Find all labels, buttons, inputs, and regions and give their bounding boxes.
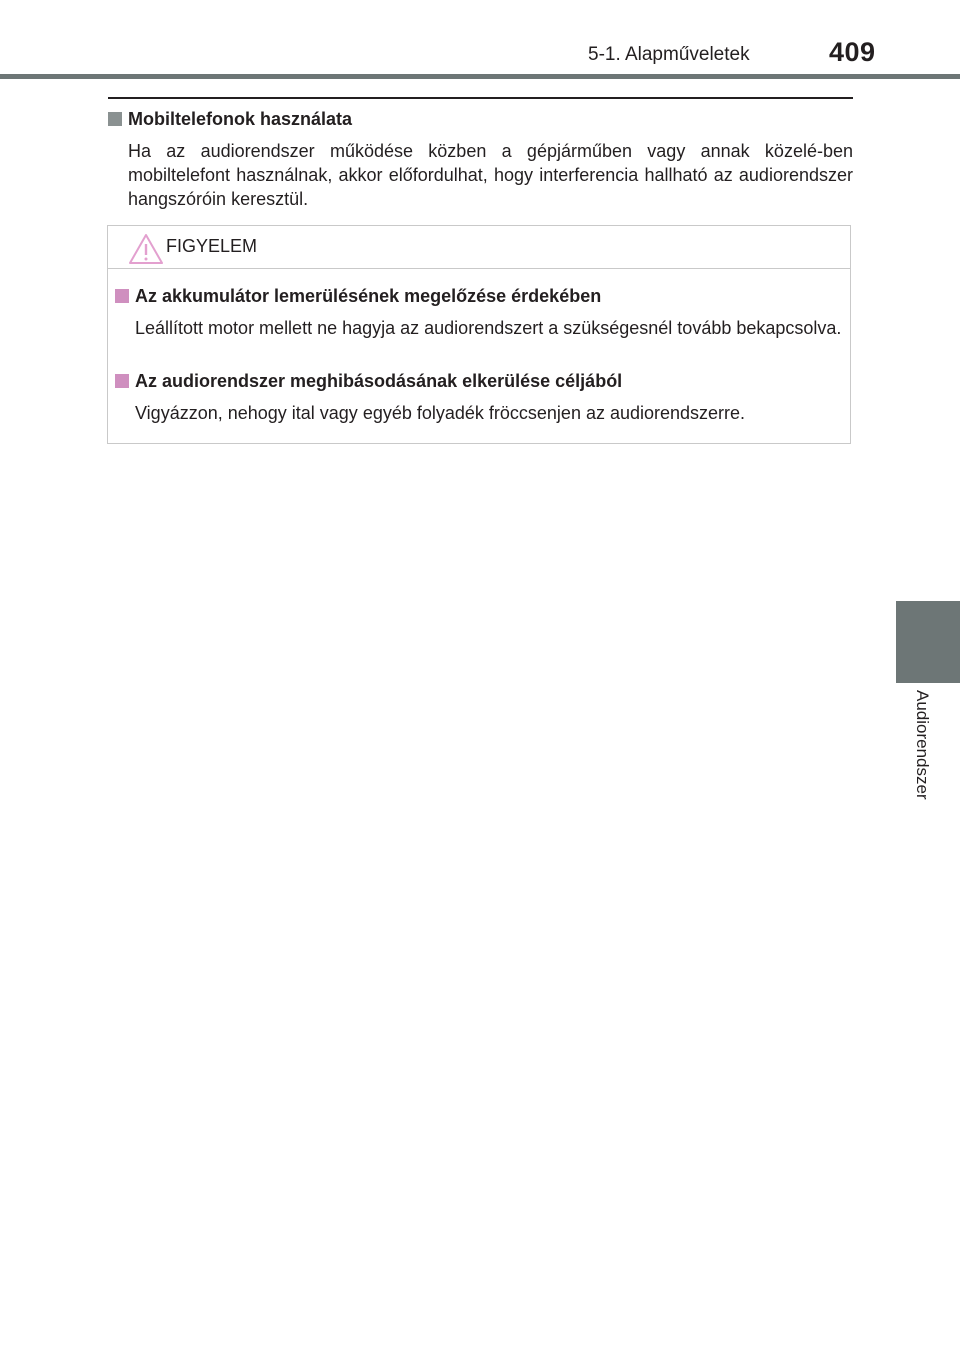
warning-header — [108, 226, 850, 269]
warning-item-body: Leállított motor mellett ne hagyja az audiorendszert a szükségesnél tovább bekapcsolva. — [135, 318, 842, 338]
page-number: 409 — [829, 37, 876, 67]
mobile-phone-section — [108, 107, 853, 211]
warning-label: FIGYELEM — [166, 236, 258, 256]
chapter-title: Audiorendszer — [913, 690, 932, 800]
warning-item-heading-text: Az akkumulátor lemerülésének megelőzése érdekében — [135, 286, 602, 306]
square-bullet-icon — [108, 112, 122, 126]
chapter-number: 5 — [923, 1226, 933, 1245]
warning-box — [107, 225, 851, 444]
warning-item-battery — [115, 284, 842, 340]
warning-item-heading — [115, 369, 842, 393]
square-bullet-icon — [115, 289, 129, 303]
section-heading-text: Mobiltelefonok használata — [128, 109, 353, 129]
section-heading — [108, 107, 853, 131]
header-rule — [0, 74, 960, 79]
section-divider — [108, 97, 853, 99]
warning-triangle-icon — [128, 233, 164, 265]
warning-item-heading — [115, 284, 842, 308]
warning-item-heading-text: Az audiorendszer meghibásodásának elkerülése céljából — [135, 371, 623, 391]
section-body-text: Ha az audiorendszer működése közben a gépjárműben vagy annak közelé-ben mobiltelefont használnak, akkor előfordulhat, hogy interferencia hallható az audiorendszer hangszóróin keresztül. — [128, 141, 853, 209]
warning-item-malfunction — [115, 369, 842, 425]
header-section-title: 5-1. Alapműveletek — [588, 44, 750, 65]
square-bullet-icon — [115, 374, 129, 388]
warning-item-body: Vigyázzon, nehogy ital vagy egyéb folyadék fröccsenjen az audiorendszerre. — [135, 403, 746, 423]
